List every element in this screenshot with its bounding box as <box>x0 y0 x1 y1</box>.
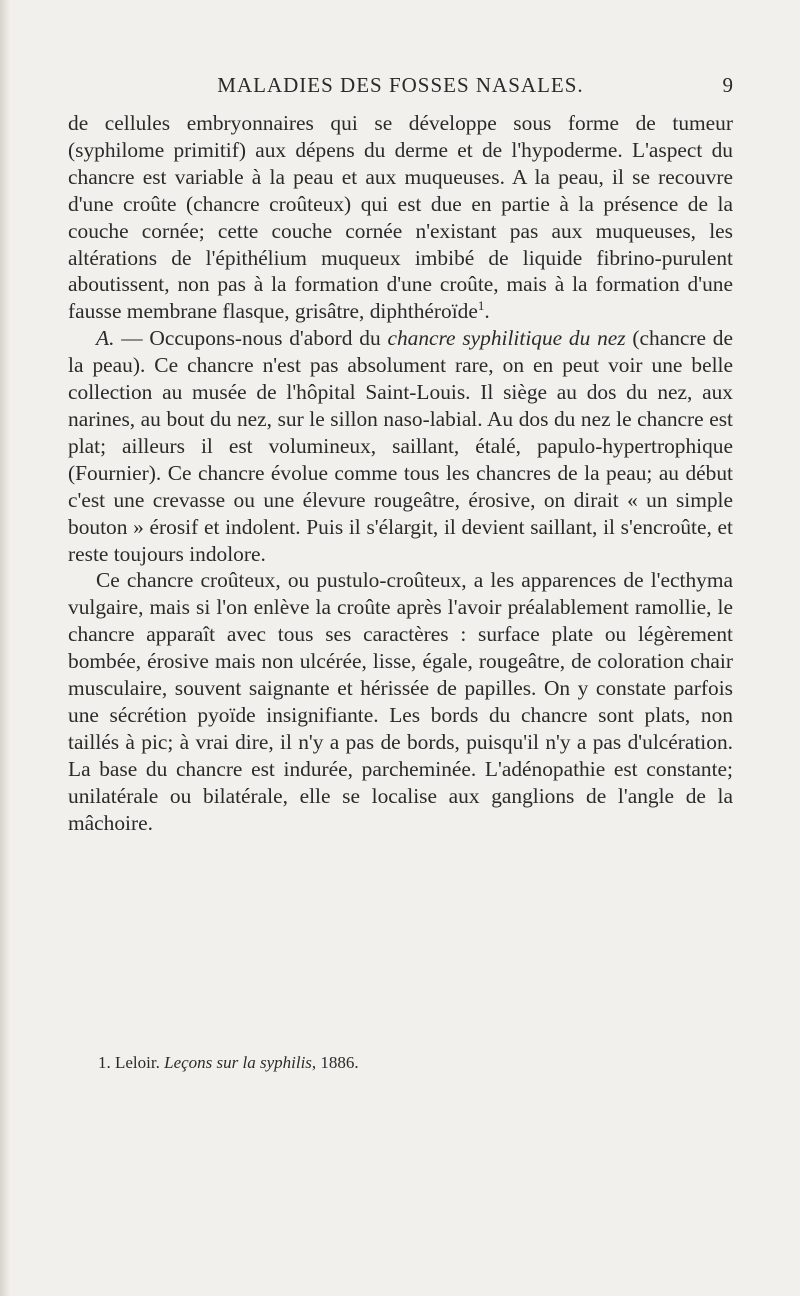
footnote-author: Leloir. <box>110 1053 165 1072</box>
paragraph-2-text: (chancre de la peau). Ce chancre n'est pas absolument rare, on en peut voir une belle collection au musée de l'hôpital Saint-Louis. Il siège au dos du nez, aux narines, au bout du nez, sur le sillon naso-labial. Au dos du nez le chancre est plat; ailleurs il est volumineux, saillant, étalé, papulo-hypertrophique (Fournier). Ce chancre évolue comme tous les chancres de la peau; au début c'est une crevasse ou une élevure rougeâtre, érosive, on dirait « un simple bouton » érosif et indolent. Puis il s'élargit, il devient saillant, il s'encroûte, et reste toujours indolore. <box>68 326 733 566</box>
section-label: A. <box>96 326 115 351</box>
footnote <box>98 1052 738 1074</box>
paragraph-chancre-crouteux <box>68 567 733 836</box>
footnote-year: , 1886. <box>311 1053 359 1072</box>
body-text <box>68 110 733 836</box>
paragraph-2-intro: — Occupons-nous d'abord du <box>114 326 388 351</box>
paragraph-continuation <box>68 110 733 325</box>
paragraph-1-end: . <box>484 299 490 324</box>
paragraph-1-text: de cellules embryonnaires qui se développe sous forme de tumeur (syphilome primitif) aux dépens du derme et de l'hypoderme. L'aspect du chancre est variable à la peau et aux muqueuses. A la peau, il se recouvre d'une croûte (chancre croûteux) qui est due en partie à la présence de la couche cornée; cette couche cornée n'existant pas aux muqueuses, les altérations de l'épithélium muqueux imbibé de liquide fibrino-purulent aboutissent, non pas à la formation d'une croûte, mais à la formation d'une fausse membrane flasque, grisâtre, diphthéroïde <box>68 111 733 324</box>
running-title: MALADIES DES FOSSES NASALES. <box>217 73 584 97</box>
page-header <box>68 73 733 103</box>
footnote-reference: 1 <box>477 298 485 314</box>
paragraph-2-italic-term: chancre syphilitique du nez <box>387 326 626 351</box>
paragraph-chancre-nez <box>68 325 733 567</box>
footnote-number: 1. <box>98 1053 111 1072</box>
page-number: 9 <box>722 73 733 97</box>
footnote-title: Leçons sur la syphilis <box>164 1053 312 1072</box>
page-gutter-shadow <box>0 0 10 1296</box>
paragraph-3-text: Ce chancre croûteux, ou pustulo-croûteux, a les apparences de l'ecthyma vulgaire, mais si l'on enlève la croûte après l'avoir préalablement ramollie, le chancre apparaît avec tous ses caractères : surface plate ou légèrement bombée, érosive mais non ulcérée, lisse, égale, rougeâtre, de coloration chair musculaire, souvent saignante et hérissée de papilles. On y constate parfois une sécrétion pyoïde insignifiante. Les bords du chancre sont plats, non taillés à pic; à vrai dire, il n'y a pas de bords, puisqu'il n'y a pas d'ulcération. La base du chancre est indurée, parcheminée. L'adénopathie est constante; unilatérale ou bilatérale, elle se localise aux ganglions de l'angle de la mâchoire. <box>68 568 733 835</box>
